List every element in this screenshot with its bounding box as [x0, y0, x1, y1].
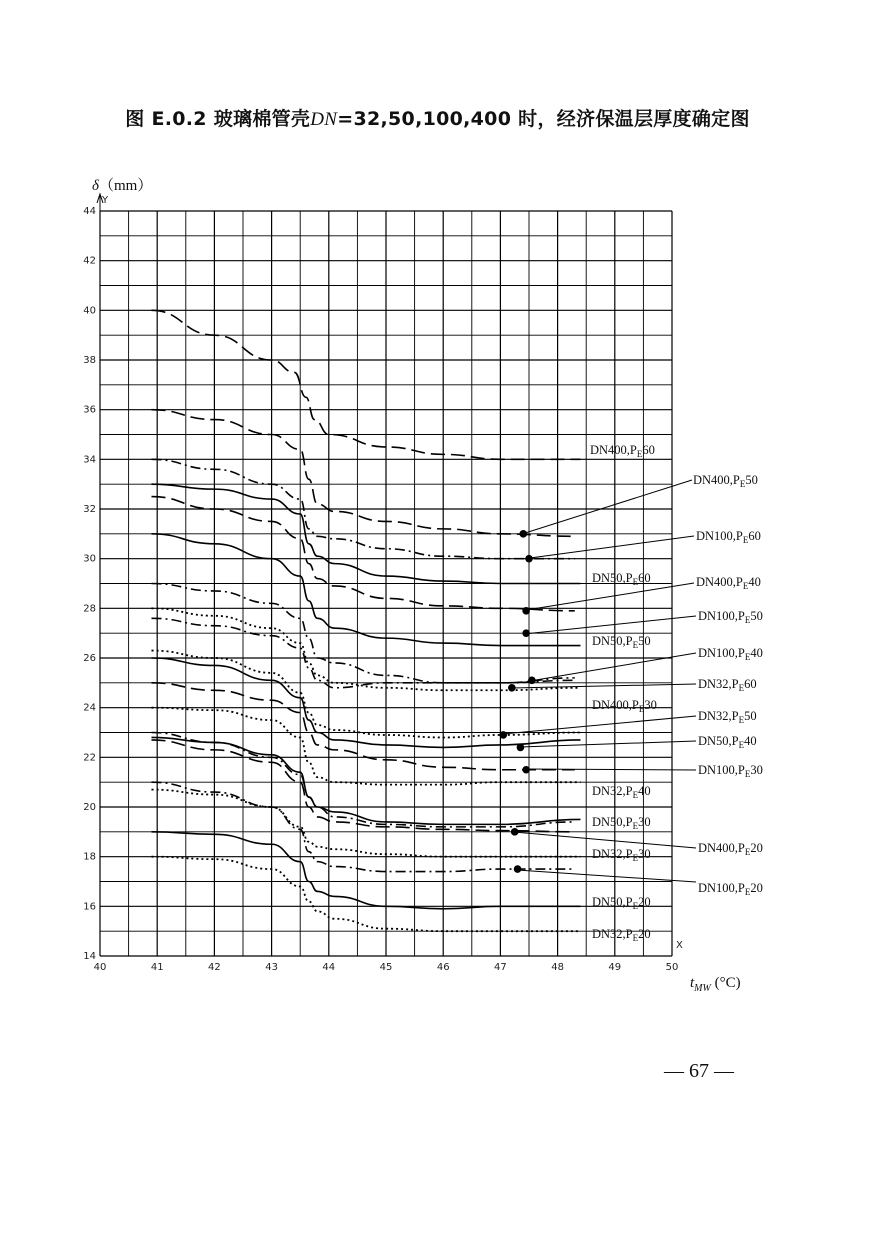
series-label: $DN400,P_E20$ [698, 841, 763, 857]
x-axis-letter: X [676, 940, 683, 951]
y-tick-label: 28 [83, 603, 96, 615]
x-tick-label: 43 [265, 962, 278, 973]
series-label: $DN400,P_E50$ [693, 473, 758, 489]
series-label: $DN400,P_E40$ [696, 575, 761, 591]
series-label: $DN32,P_E40$ [592, 784, 651, 800]
x-tick-label: 47 [494, 962, 507, 973]
series-label: $DN32,P_E50$ [698, 709, 757, 725]
series-label: $DN400,P_E60$ [590, 443, 655, 459]
y-tick-label: 44 [83, 206, 96, 217]
series-label: $DN50,P_E50$ [592, 634, 651, 650]
y-tick-label: 18 [83, 851, 96, 863]
label-leader-line [526, 583, 694, 610]
page-number: — 67 — [664, 1060, 734, 1082]
series-label: $DN50,P_E20$ [592, 895, 651, 911]
label-leader-line [512, 684, 696, 688]
series-line [151, 790, 580, 857]
optimum-point-marker [499, 731, 507, 739]
x-tick-label: 46 [436, 962, 450, 973]
series-label: $DN32,P_E20$ [592, 927, 651, 943]
y-tick-label: 30 [83, 553, 96, 565]
y-tick-label: 40 [83, 305, 96, 317]
label-leader-line [524, 616, 696, 634]
curves [151, 310, 580, 931]
x-tick-label: 42 [208, 962, 221, 973]
series-label: $DN32,P_E30$ [592, 847, 651, 863]
optimum-point-marker [514, 865, 522, 873]
series-line [151, 534, 580, 646]
label-leader-line [517, 870, 696, 882]
y-tick-label: 24 [83, 702, 96, 714]
optimum-point-marker [522, 607, 530, 615]
y-tick-label: 42 [83, 255, 96, 267]
x-tick-label: 45 [379, 962, 393, 973]
series-line [151, 651, 580, 738]
y-tick-label: 22 [83, 752, 96, 764]
y-tick-label: 38 [83, 355, 96, 366]
figure-title: 图 E.0.2 玻璃棉管壳DN=32,50,100,400 时，经济保温层厚度确定图 [125, 108, 750, 130]
series-label: $DN50,P_E30$ [592, 815, 651, 831]
y-axis-label: δ（mm） [92, 178, 153, 194]
x-tick-label: 50 [665, 962, 679, 973]
label-leader-line [530, 536, 694, 558]
series-line [151, 608, 580, 690]
y-tick-label: 32 [83, 504, 96, 515]
series-label: $DN100,P_E40$ [698, 646, 763, 662]
label-leader-line [514, 832, 696, 848]
y-tick-label: 14 [83, 951, 96, 962]
label-leader-line [522, 480, 692, 534]
x-tick-label: 48 [551, 962, 564, 973]
x-tick-label: 41 [150, 962, 164, 973]
x-tick-label: 49 [608, 962, 622, 973]
x-tick-label: 44 [322, 962, 336, 973]
y-axis-letter: Y [102, 195, 109, 206]
series-label: $DN100,P_E50$ [698, 609, 763, 625]
y-tick-label: 26 [83, 653, 96, 664]
series-label: $DN50,P_E60$ [592, 571, 651, 587]
optimum-point-marker [522, 766, 530, 774]
x-tick-label: 40 [93, 962, 107, 973]
x-axis-label: $t_{MW}$ (°C) [690, 975, 741, 994]
y-tick-label: 36 [83, 404, 96, 416]
y-tick-label: 34 [83, 454, 96, 466]
series-label: $DN100,P_E60$ [696, 529, 761, 545]
y-tick-label: 16 [83, 901, 96, 913]
series-line [151, 658, 580, 747]
series-label: $DN100,P_E20$ [698, 881, 763, 897]
y-tick-label: 20 [83, 802, 96, 813]
series-label: $DN400,P_E30$ [592, 698, 657, 714]
series-label: $DN50,P_E40$ [698, 734, 757, 750]
series-label: $DN100,P_E30$ [698, 763, 763, 779]
series-line [151, 708, 580, 785]
label-leader-line [503, 716, 696, 734]
label-leader-line [530, 653, 696, 681]
curve-labels [503, 443, 763, 943]
series-label: $DN32,P_E60$ [698, 677, 757, 693]
grid [97, 194, 672, 956]
optimum-point-marker [525, 555, 533, 563]
